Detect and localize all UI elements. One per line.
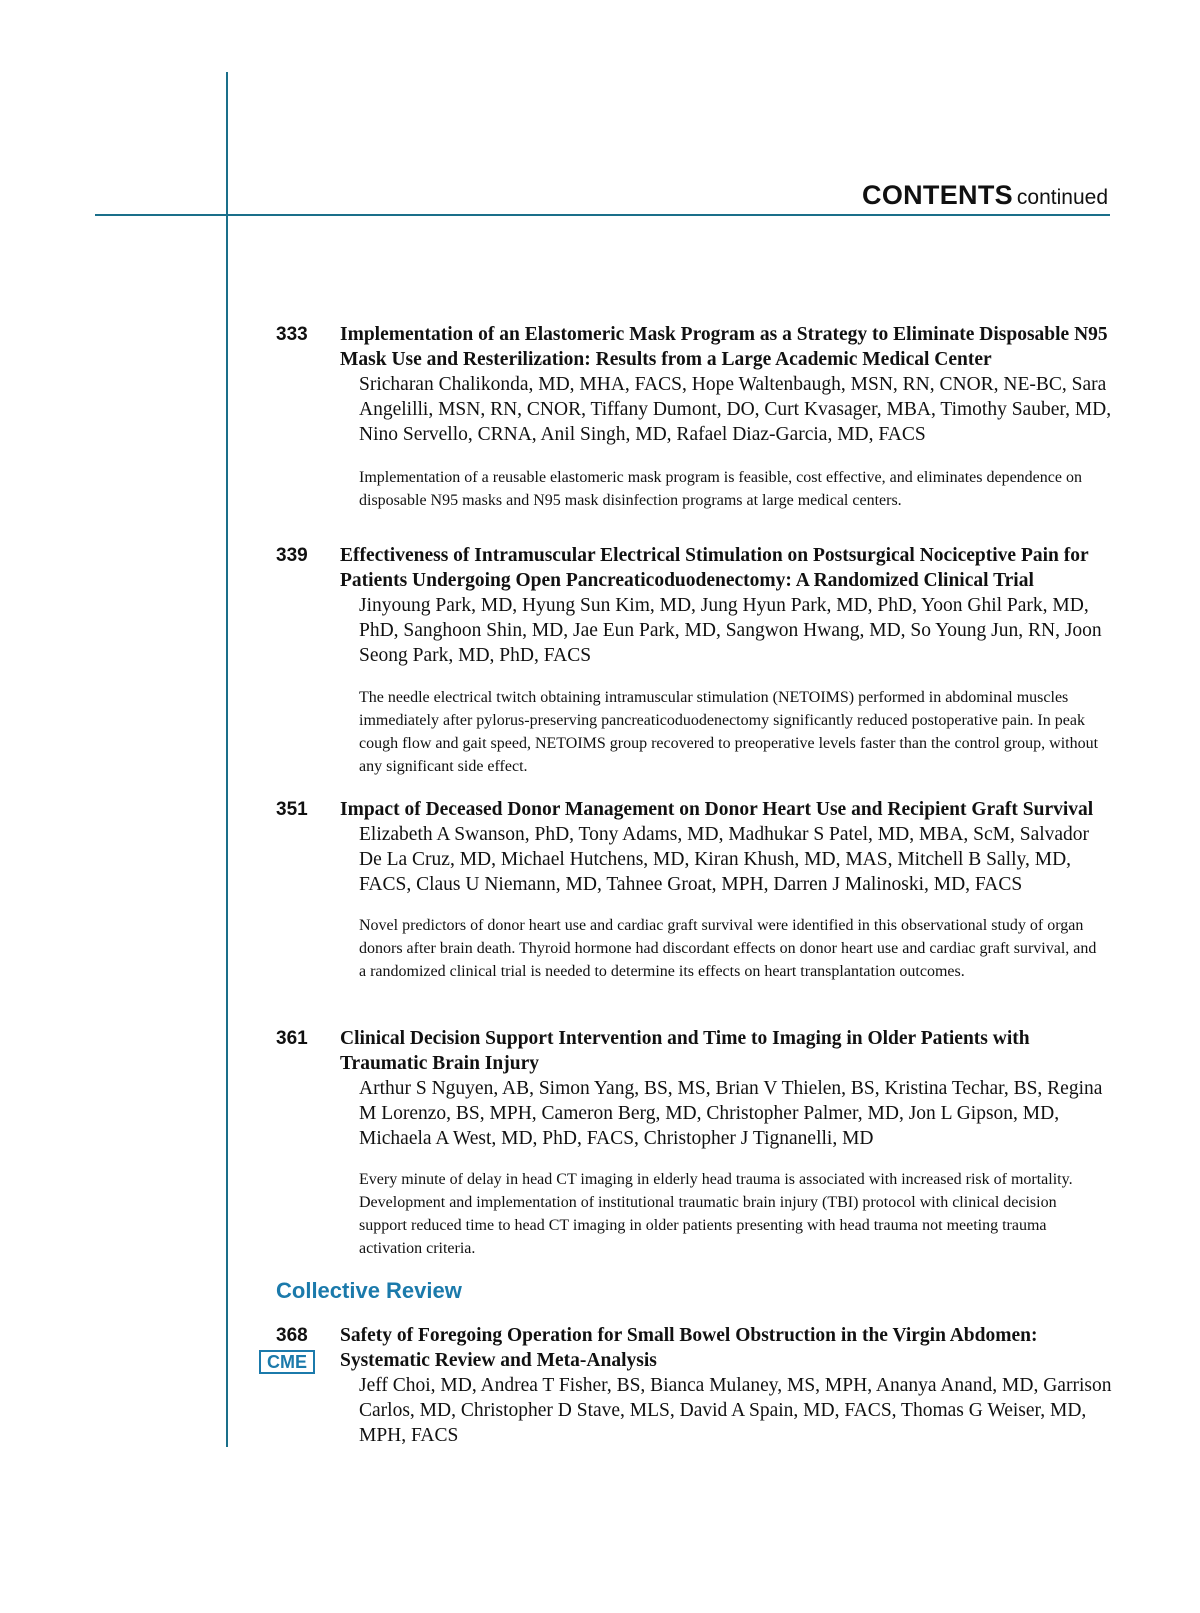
horizontal-rule	[95, 214, 1110, 216]
article-summary: The needle electrical twitch obtaining intramuscular stimulation (NETOIMS) performed in abdominal muscles immediately after pylorus-preserving pancreaticoduodenectomy significantly reduced postoperative pain. In peak cough flow and gait speed, NETOIMS group recovered to preoperative levels faster than the control group, without any significant side effect.	[359, 689, 1099, 775]
article-authors: Elizabeth A Swanson, PhD, Tony Adams, MD, Madhukar S Patel, MD, MBA, ScM, Salvador De La Cruz, MD, Michael Hutchens, MD, Kiran Khush, MD, MAS, Mitchell B Sally, MD, FACS, Claus U Niemann, MD, Tahnee Groat, MPH, Darren J Malinoski, MD, FACS	[359, 824, 1090, 895]
article-title[interactable]: Safety of Foregoing Operation for Small Bowel Obstruction in the Virgin Abdomen: Systematic Review and Meta-Analysis	[340, 1325, 1038, 1371]
page-number: 361	[276, 1028, 308, 1049]
page-number: 351	[276, 799, 308, 820]
article-authors: Sricharan Chalikonda, MD, MHA, FACS, Hope Waltenbaugh, MSN, RN, CNOR, NE-BC, Sara Angelilli, MSN, RN, CNOR, Tiffany Dumont, DO, Curt Kvasager, MBA, Timothy Sauber, MD, Nino Servello, CRNA, Anil Singh, MD, Rafael Diaz-Garcia, MD, FACS	[359, 374, 1112, 445]
article-summary: Novel predictors of donor heart use and cardiac graft survival were identified in this observational study of organ donors after brain death. Thyroid hormone had discordant effects on donor heart use and cardiac graft survival, and a randomized clinical trial is needed to determine its effects on heart transplantation outcomes.	[359, 917, 1097, 980]
article-title[interactable]: Implementation of an Elastomeric Mask Program as a Strategy to Eliminate Disposable N95 Mask Use and Resterilization: Results from a Large Academic Medical Center	[340, 324, 1108, 370]
page-number: 333	[276, 324, 308, 345]
article-authors: Jinyoung Park, MD, Hyung Sun Kim, MD, Jung Hyun Park, MD, PhD, Yoon Ghil Park, MD, PhD, Sanghoon Shin, MD, Jae Eun Park, MD, Sangwon Hwang, MD, So Young Jun, RN, Joon Seong Park, MD, PhD, FACS	[359, 595, 1102, 666]
vertical-rule	[226, 72, 228, 1447]
article-title[interactable]: Clinical Decision Support Intervention and Time to Imaging in Older Patients with Traumatic Brain Injury	[340, 1028, 1030, 1074]
article-authors: Jeff Choi, MD, Andrea T Fisher, BS, Bianca Mulaney, MS, MPH, Ananya Anand, MD, Garrison Carlos, MD, Christopher D Stave, MLS, David A Spain, MD, FACS, Thomas G Weiser, MD, MPH, FACS	[359, 1375, 1112, 1446]
article-summary: Every minute of delay in head CT imaging in elderly head trauma is associated with increased risk of mortality. Development and implementation of institutional traumatic brain injury (TBI) protocol with clinical decision support reduced time to head CT imaging in older patients presenting with head trauma not meeting trauma activation criteria.	[359, 1171, 1073, 1257]
section-heading: Collective Review	[276, 1278, 462, 1303]
page-title: CONTENTS	[862, 180, 1013, 210]
page-number: 368	[276, 1325, 308, 1346]
page-header	[862, 180, 1108, 211]
page-subtitle: continued	[1016, 186, 1108, 209]
article-authors: Arthur S Nguyen, AB, Simon Yang, BS, MS, Brian V Thielen, BS, Kristina Techar, BS, Regina M Lorenzo, BS, MPH, Cameron Berg, MD, Christopher Palmer, MD, Jon L Gipson, MD, Michaela A West, MD, PhD, FACS, Christopher J Tignanelli, MD	[359, 1078, 1103, 1149]
article-summary: Implementation of a reusable elastomeric mask program is feasible, cost effective, and eliminates dependence on disposable N95 masks and N95 mask disinfection programs at large medical centers.	[359, 469, 1082, 509]
article-title[interactable]: Effectiveness of Intramuscular Electrical Stimulation on Postsurgical Nociceptive Pain for Patients Undergoing Open Pancreaticoduodenectomy: A Randomized Clinical Trial	[340, 545, 1089, 591]
page-number: 339	[276, 545, 308, 566]
cme-badge: CME	[259, 1350, 315, 1374]
article-title[interactable]: Impact of Deceased Donor Management on Donor Heart Use and Recipient Graft Survival	[340, 799, 1094, 820]
